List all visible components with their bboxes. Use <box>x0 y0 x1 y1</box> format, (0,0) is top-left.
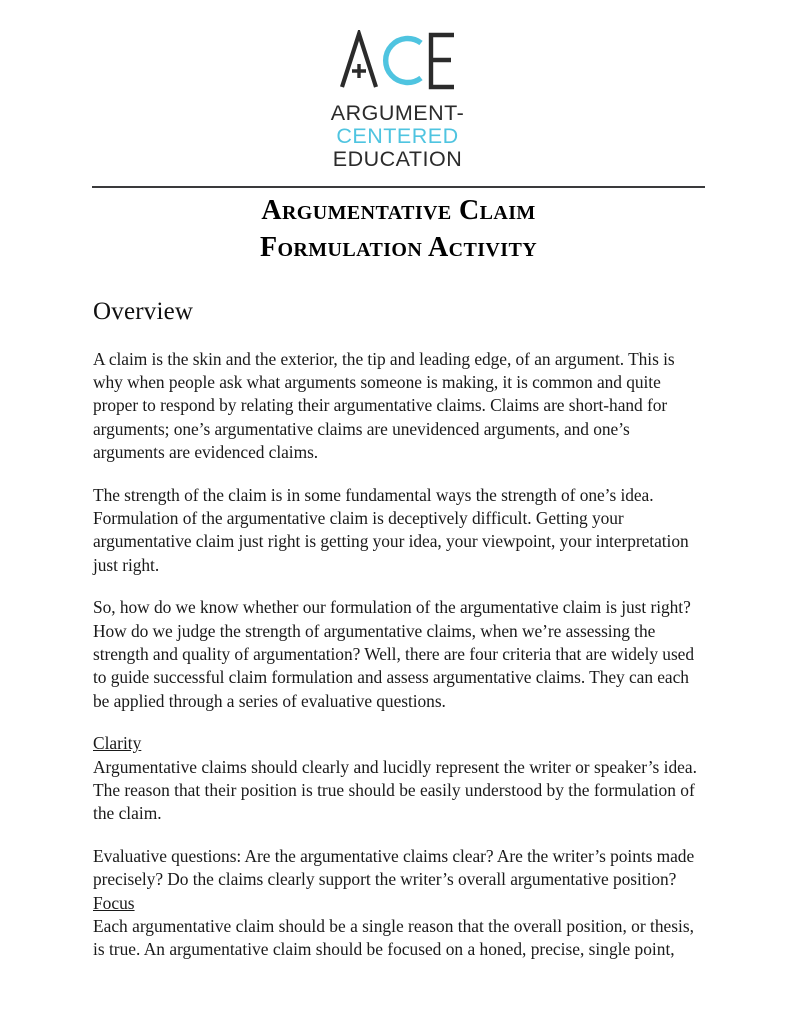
logo-word-centered: CENTERED <box>336 123 459 148</box>
criterion-clarity <box>93 732 705 891</box>
ace-monogram-icon <box>339 30 457 90</box>
criterion-clarity-questions: Evaluative questions: Are the argumentative claims clear? Are the writer’s points made precisely? Do the claims clearly support the writer’s overall argumentative position? <box>93 845 695 890</box>
section-heading-overview: Overview <box>93 298 194 325</box>
overview-paragraph-3: So, how do we know whether our formulation of the argumentative claim is just right? How do we judge the strength of argumentative claims, when we’re assessing the strength and quality of argumentation? Well, there are four criteria that are widely used to guide successful claim formulation and assess argumentative claims. They can each be applied through a series of evaluative questions. <box>93 597 694 711</box>
criterion-focus-body: Each argumentative claim should be a single reason that the overall position, or thesis, is true. An argumentative claim should be focused on a honed, precise, single point, <box>93 916 694 960</box>
criterion-clarity-body: Argumentative claims should clearly and lucidly represent the writer or speaker’s idea. The reason that their position is true should be easily understood by the formulation of the claim. <box>93 756 697 824</box>
criterion-clarity-label: Clarity <box>93 733 142 754</box>
overview-paragraph-2: The strength of the claim is in some fundamental ways the strength of one’s idea. Formulation of the argumentative claim is deceptively difficult. Getting your argumentative claim just right is getting your idea, your viewpoint, your interpretation just right. <box>93 484 689 575</box>
criterion-focus <box>93 892 705 962</box>
logo-word-education: EDUCATION <box>332 146 463 171</box>
document-body <box>93 298 705 981</box>
page-title-line-2: Formulation Activity <box>259 231 538 263</box>
ace-logo-mark <box>339 30 457 92</box>
title-divider-rule <box>92 186 705 188</box>
logo-word-argument: ARGUMENT- <box>330 101 465 125</box>
overview-paragraph-1: A claim is the skin and the exterior, the tip and leading edge, of an argument. This is why when people ask what arguments someone is making, it is common and quite proper to respond by relating their argumentative claims. Claims are short-hand for arguments; one’s argumentative claims are unevidenced arguments, and one’s arguments are evidenced claims. <box>93 348 675 463</box>
criterion-focus-label: Focus <box>93 892 135 913</box>
ace-logo-wordmark <box>331 102 465 170</box>
page-title-line-1: Argumentative Claim <box>261 195 536 226</box>
ace-logo <box>0 0 795 170</box>
page-title <box>92 193 705 267</box>
